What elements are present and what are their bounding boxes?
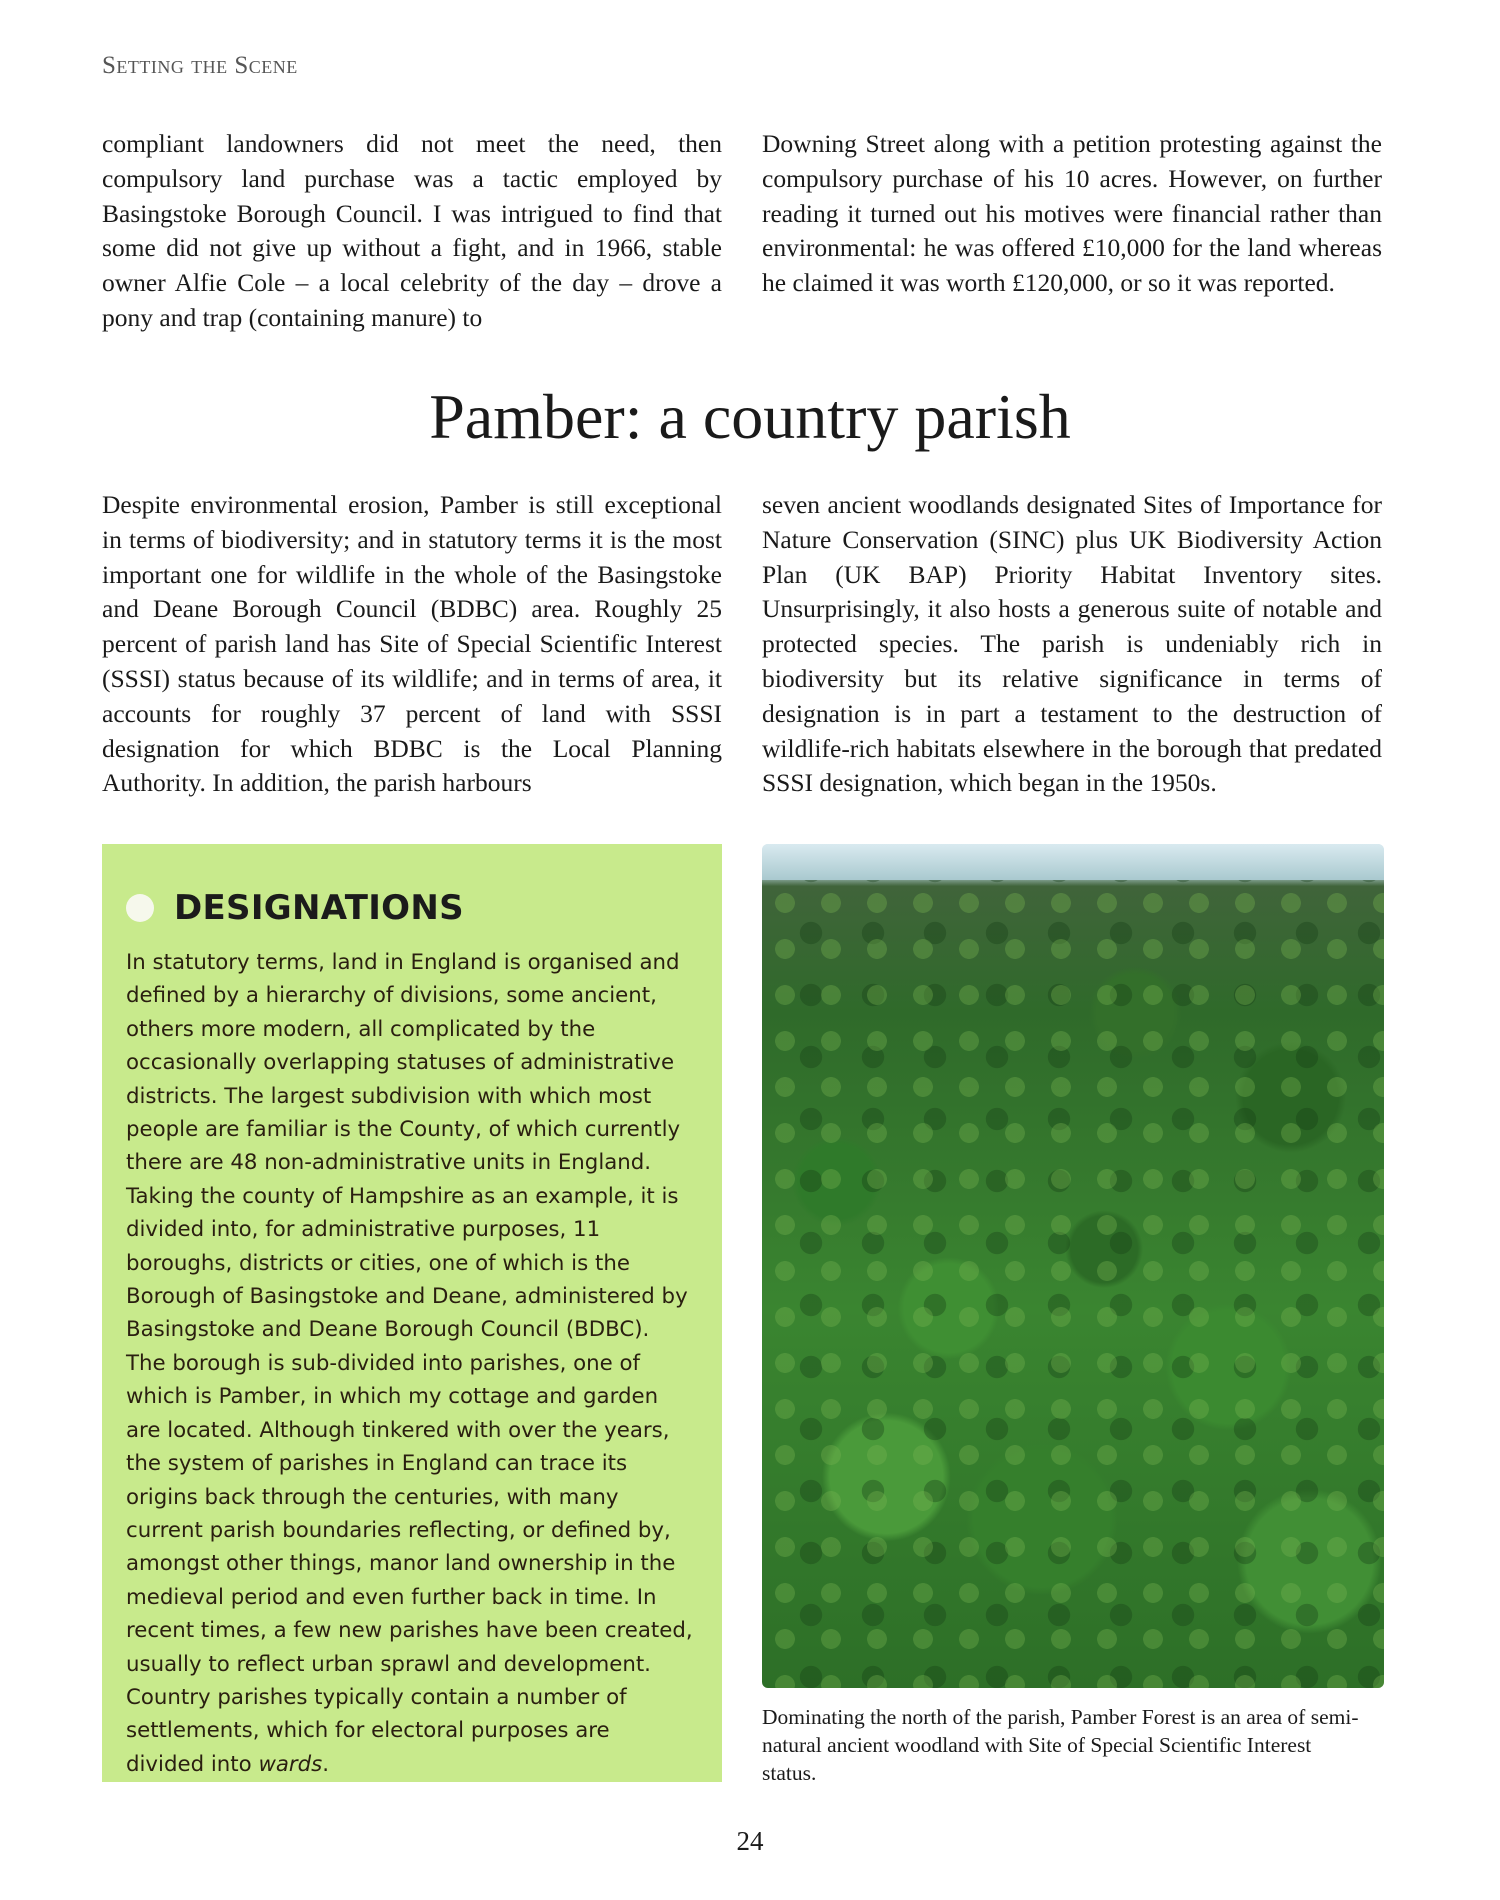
designations-title: DESIGNATIONS [174, 888, 464, 928]
running-head: Setting the Scene [102, 52, 298, 79]
intro-column-right [762, 127, 1382, 301]
designations-text [126, 946, 694, 1781]
body-paragraph-right: seven ancient woodlands designated Sites of Importance for Nature Conservation (SINC) plus UK Biodiversity Action Plan (UK BAP) Priority Habitat Inventory sites. Unsurprisingly, it also hosts a generous suite of notable and protected species. The parish is undeniably rich in biodiversity but its relative significance in terms of designation is in part a testament to the destruction of wildlife-rich habitats elsewhere in the borough that predated SSSI designation, which began in the 1950s. [762, 490, 1382, 798]
intro-paragraph-right: Downing Street along with a petition protesting against the compulsory purchase of his 10 acres. However, on further reading it turned out his motives were financial rather than environmental: he was offered £10,000 for the land whereas he claimed it was worth £120,000, or so it was reported. [762, 129, 1382, 298]
bullet-circle-icon [126, 894, 154, 922]
designations-text-main: In statutory terms, land in England is organised and defined by a hierarchy of divisions, some ancient, others more modern, all complicated by the occasionally overlapping statuses of administrative districts. The largest subdivision with which most people are familiar is the County, of which currently there are 48 non-administrative units in England. Taking the county of Hampshire as an example, it is divided into, for administrative purposes, 11 boroughs, districts or cities, one of which is the Borough of Basingstoke and Deane, administered by Basingstoke and Deane Borough Council (BDBC). The borough is sub-divided into parishes, one of which is Pamber, in which my cottage and garden are located. Although tinkered with over the years, the system of parishes in England can trace its origins back through the centuries, with many current parish boundaries reflecting, or defined by, amongst other things, manor land ownership in the medieval period and even further back in time. In recent times, a few new parishes have been created, usually to reflect urban sprawl and development. Country parishes typically contain a number of settlements, which for electoral purposes are divided into [126, 950, 693, 1777]
body-paragraph-left: Despite environmental erosion, Pamber is still exceptional in terms of biodiversity; and in statutory terms it is the most important one for wildlife in the whole of the Basingstoke and Deane Borough Council (BDBC) area. Roughly 25 percent of parish land has Site of Special Scientific Interest (SSSI) status because of its wildlife; and in terms of area, it accounts for roughly 37 percent of land with SSSI designation for which BDBC is the Local Planning Authority. In addition, the parish harbours [102, 490, 722, 798]
designations-box [102, 844, 722, 1782]
forest-aerial-photo [762, 844, 1384, 1688]
intro-paragraph-left: compliant landowners did not meet the need, then compulsory land purchase was a tactic employed by Basingstoke Borough Council. I was intrigued to find that some did not give up without a fight, and in 1966, stable owner Alfie Cole – a local celebrity of the day – drove a pony and trap (containing manure) to [102, 129, 722, 332]
designations-text-end: . [322, 1751, 330, 1777]
page-number: 24 [736, 1826, 764, 1856]
body-column-left [102, 488, 722, 801]
designations-text-emphasis: wards [258, 1751, 323, 1777]
designations-heading [126, 888, 694, 928]
body-column-right [762, 488, 1382, 801]
photo-caption: Dominating the north of the parish, Pamber Forest is an area of semi-natural ancient woodland with Site of Special Scientific Interest status. [762, 1705, 1359, 1785]
section-title: Pamber: a country parish [429, 381, 1071, 452]
photo-canopy [762, 880, 1384, 1688]
intro-column-left [102, 127, 722, 336]
photo-sky [762, 844, 1384, 880]
